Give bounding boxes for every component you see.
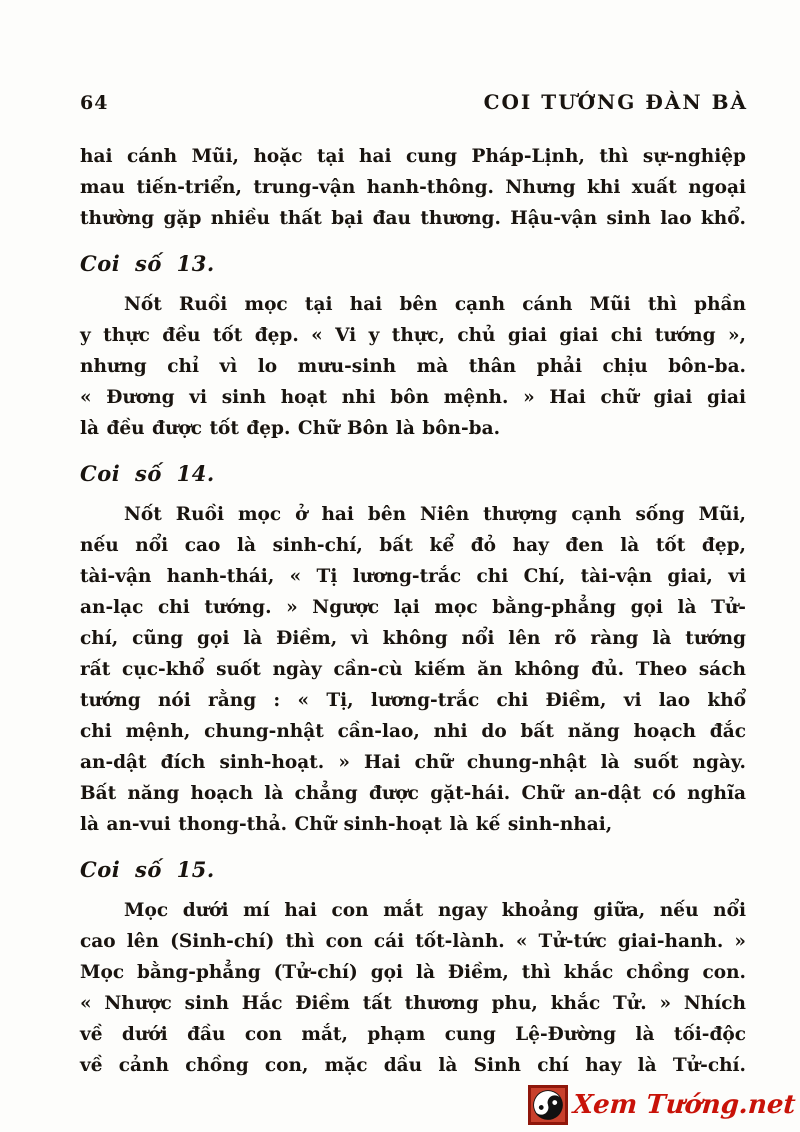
page-number: 64 (80, 92, 109, 114)
text-line: y thực đều tốt đẹp. « Vi y thực, chủ giai giai chi tướng », (80, 325, 746, 346)
running-title: COI TƯỚNG ĐÀN BÀ (483, 90, 748, 114)
text-line: nhưng chỉ vì lo mưu-sinh mà thân phải chịu bôn-ba. (80, 356, 746, 377)
text-line: an-dật đích sinh-hoạt. » Hai chữ chung-nhật là suốt ngày. (80, 752, 746, 773)
text-line: Mọc bằng-phẳng (Tử-chí) gọi là Điềm, thì khắc chồng con. (80, 962, 746, 983)
text-line: nếu nổi cao là sinh-chí, bất kể đỏ hay đen là tốt đẹp, (80, 535, 746, 556)
text-line: chí, cũng gọi là Điềm, vì không nổi lên rõ ràng là tướng (80, 628, 746, 649)
text-line: thường gặp nhiều thất bại đau thương. Hậu-vận sinh lao khổ. (80, 208, 746, 229)
text-line: là an-vui thong-thả. Chữ sinh-hoạt là kế sinh-nhai, (80, 814, 613, 835)
yin-yang-icon (528, 1085, 568, 1125)
text-line: tài-vận hanh-thái, « Tị lương-trắc chi Chí, tài-vận giai, vi (80, 566, 746, 587)
text-line: « Đương vi sinh hoạt nhi bôn mệnh. » Hai chữ giai giai (80, 387, 746, 408)
text-line: chi mệnh, chung-nhật cần-lao, nhi do bất năng hoạch đắc (80, 721, 746, 742)
text-line: về cảnh chồng con, mặc dầu là Sinh chí hay là Tử-chí. (80, 1055, 746, 1076)
text-line: rất cục-khổ suốt ngày cần-cù kiếm ăn không đủ. Theo sách (80, 659, 746, 680)
section-heading: Coi số 14. (80, 461, 215, 486)
text-line: Bất năng hoạch là chẳng được gặt-hái. Chữ an-dật có nghĩa (80, 783, 746, 804)
paragraph (80, 289, 746, 444)
watermark-text: Xem Tướng.net (571, 1090, 797, 1120)
paragraph (80, 499, 746, 840)
section-heading: Coi số 15. (80, 857, 215, 882)
text-line: Nốt Ruồi mọc tại hai bên cạnh cánh Mũi thì phần (124, 294, 746, 315)
text-line: Nốt Ruồi mọc ở hai bên Niên thượng cạnh sống Mũi, (124, 504, 746, 525)
page-body (80, 141, 746, 1081)
section-heading: Coi số 13. (80, 251, 215, 276)
watermark (528, 1085, 795, 1125)
text-line: Mọc dưới mí hai con mắt ngay khoảng giữa, nếu nổi (124, 900, 746, 921)
text-line: hai cánh Mũi, hoặc tại hai cung Pháp-Lịnh, thì sự-nghiệp (80, 146, 746, 167)
paragraph (80, 141, 746, 234)
text-line: « Nhược sinh Hắc Điềm tất thương phu, khắc Tử. » Nhích (80, 993, 746, 1014)
text-line: tướng nói rằng : « Tị, lương-trắc chi Điềm, vi lao khổ (80, 690, 746, 711)
text-line: cao lên (Sinh-chí) thì con cái tốt-lành. « Tử-tức giai-hanh. » (80, 931, 746, 952)
text-line: mau tiến-triển, trung-vận hanh-thông. Nhưng khi xuất ngoại (80, 177, 746, 198)
paragraph (80, 895, 746, 1081)
text-line: về dưới đầu con mắt, phạm cung Lệ-Đường là tối-độc (80, 1024, 746, 1045)
page-header (80, 90, 748, 114)
text-line: an-lạc chi tướng. » Ngược lại mọc bằng-phẳng gọi là Tử- (80, 597, 746, 618)
text-line: là đều được tốt đẹp. Chữ Bôn là bôn-ba. (80, 418, 501, 439)
